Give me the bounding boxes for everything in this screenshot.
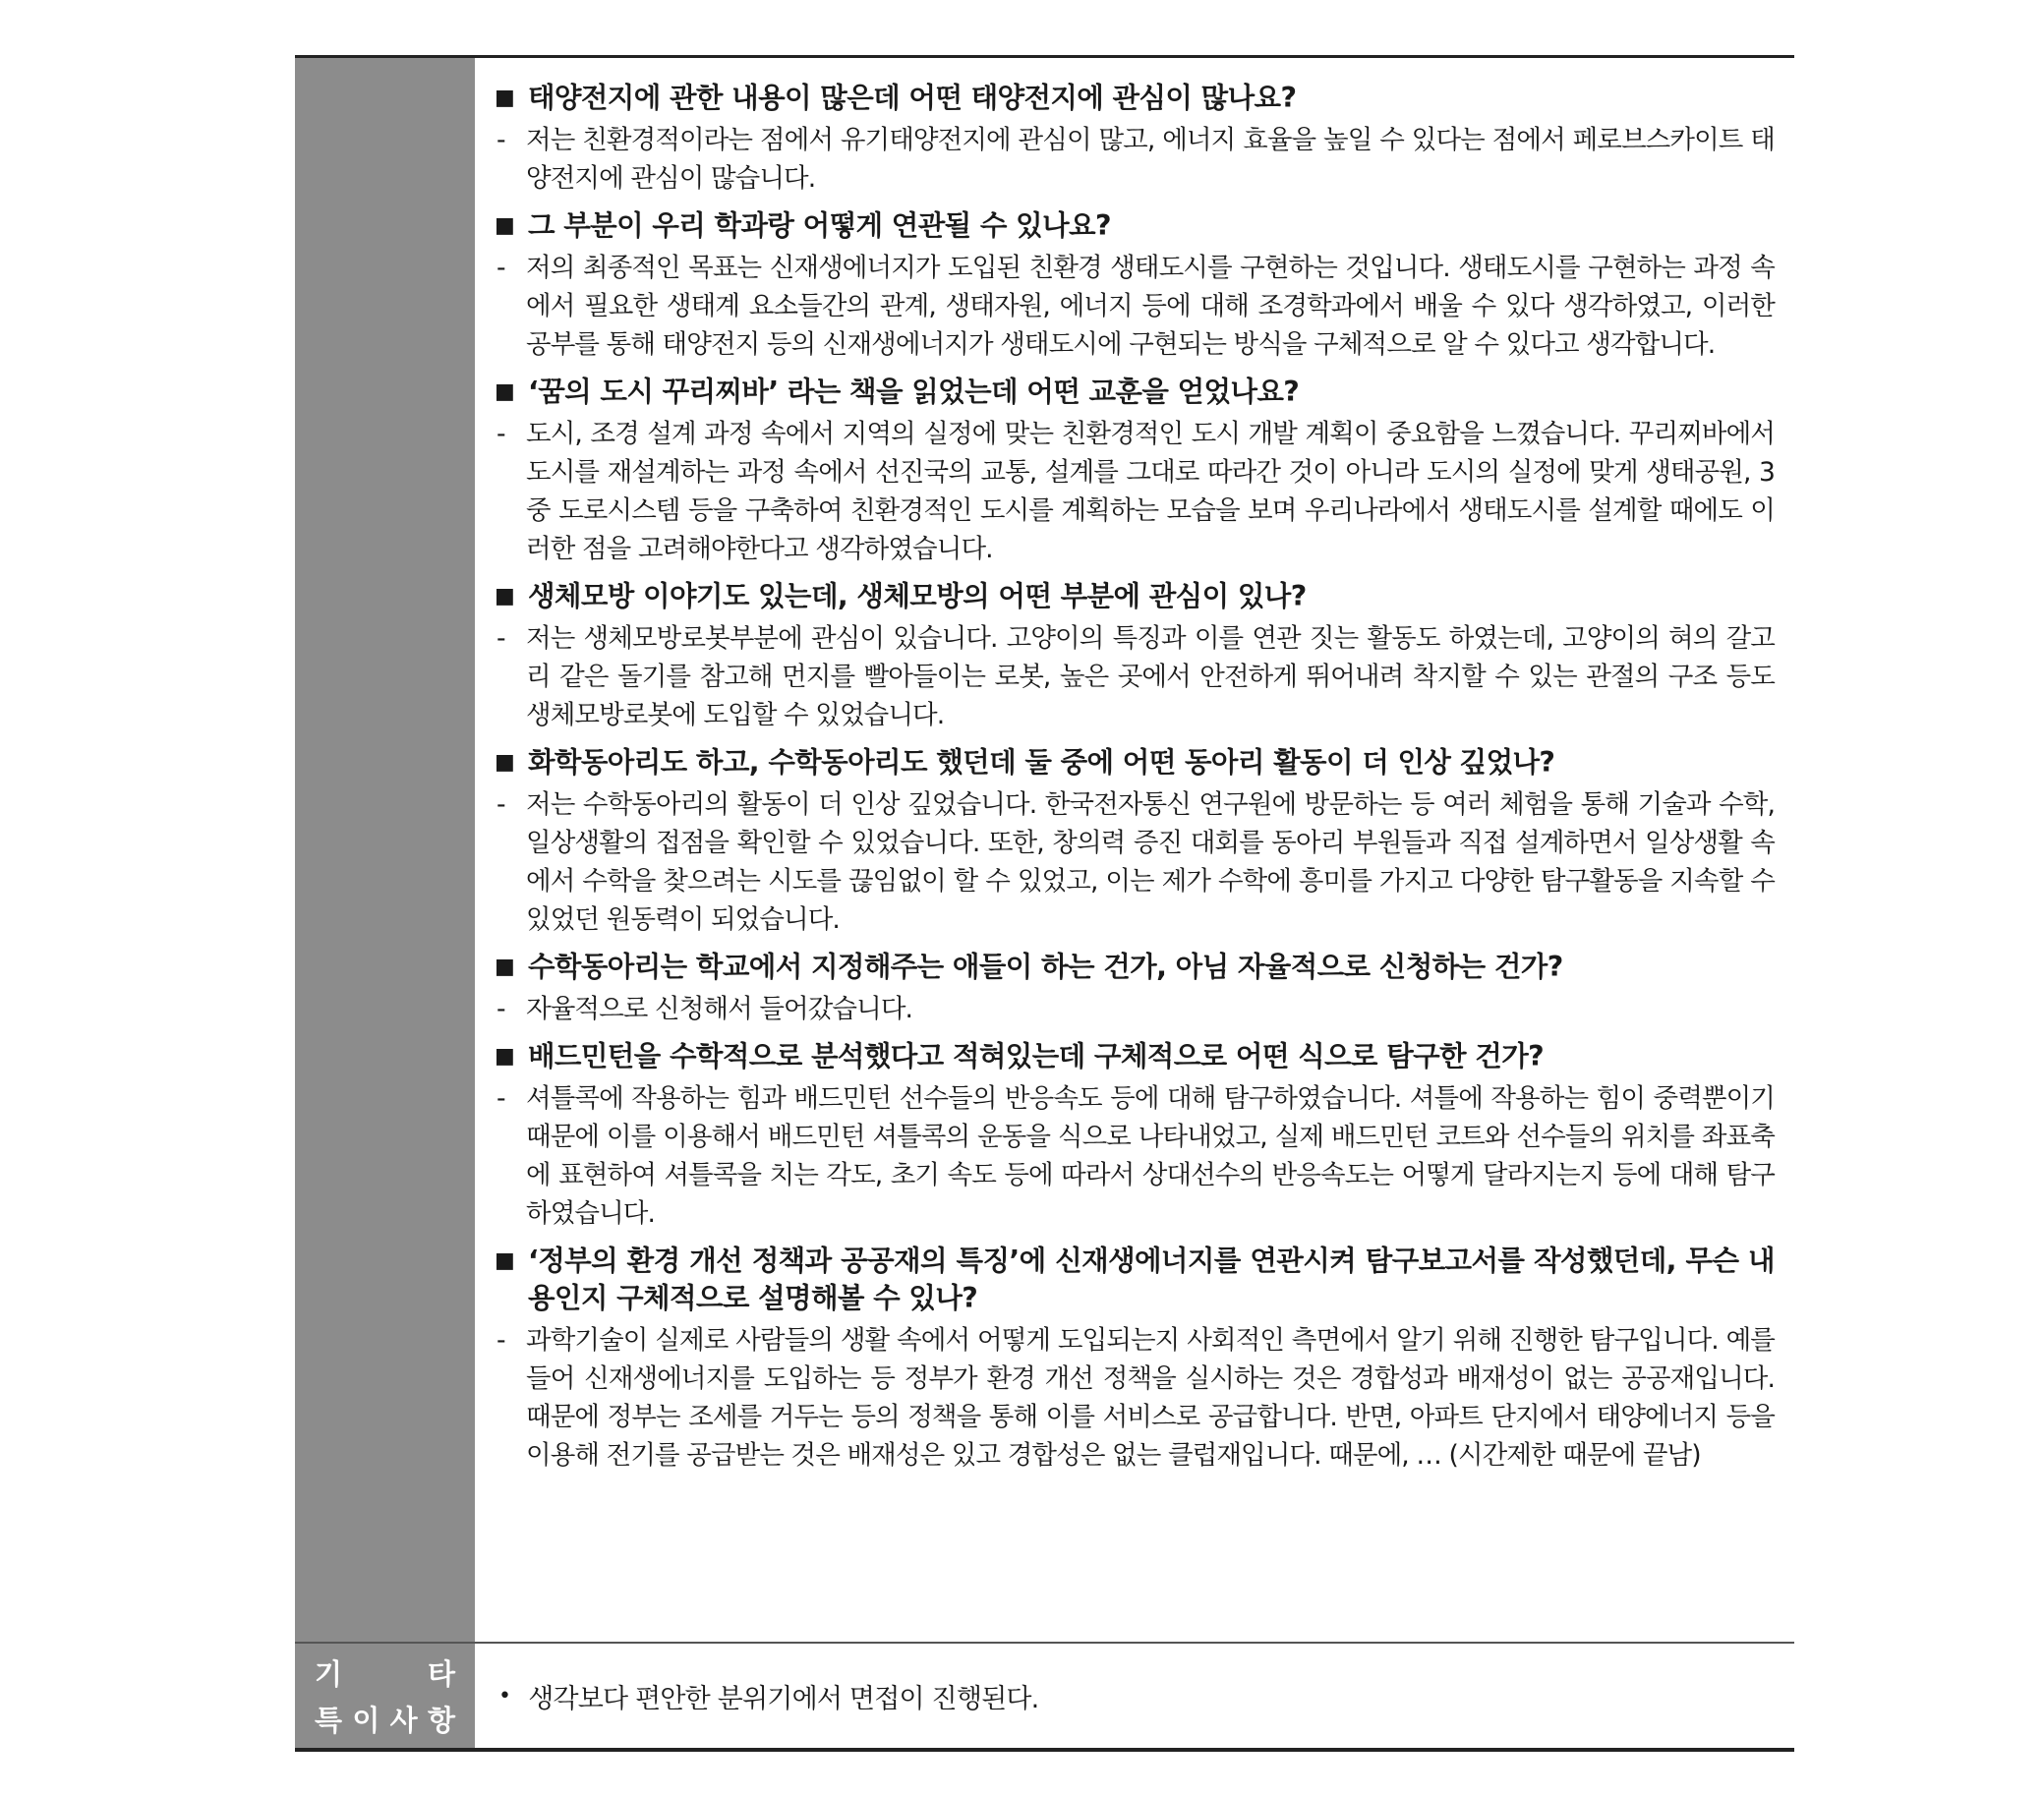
answer-text: 저는 수학동아리의 활동이 더 인상 깊었습니다. 한국전자통신 연구원에 방문하는 등 여러 체험을 통해 기술과 수학, 일상생활의 접점을 확인할 수 있었습니다. 또한, 창의력 증진 대회를 동아리 부원들과 직접 설계하면서 일상생활 속에서 수학을 찾으려는 시도를 끊임없이 할 수 있었고, 이는 제가 수학에 흥미를 가지고 다양한 탐구활동을 지속할 수 있었던 원동력이 되었습니다. (526, 789, 1775, 935)
etc-label-char: 항 (427, 1704, 455, 1737)
dash-marker: - (496, 1325, 505, 1356)
question (495, 80, 1775, 117)
answer (495, 1079, 1775, 1233)
question (495, 744, 1775, 782)
question (495, 949, 1775, 986)
qa-item (495, 1038, 1775, 1233)
question (495, 207, 1775, 245)
etc-label (295, 1644, 475, 1748)
square-bullet-icon: ■ (495, 955, 515, 979)
dash-marker: - (496, 994, 505, 1024)
dash-marker: - (496, 1083, 505, 1114)
dash-marker: - (496, 125, 505, 155)
qa-item (495, 80, 1775, 198)
etc-label-char: 이 (352, 1704, 380, 1737)
answer (495, 619, 1775, 734)
etc-label-line1 (315, 1652, 455, 1693)
etc-row (295, 1644, 1794, 1748)
qa-item (495, 374, 1775, 568)
answer (495, 990, 1775, 1028)
interview-table (295, 55, 1794, 1752)
etc-label-char: 타 (427, 1657, 455, 1691)
answer (495, 785, 1775, 939)
dash-marker: - (496, 789, 505, 820)
question (495, 1038, 1775, 1075)
dash-marker: - (496, 623, 505, 654)
etc-text: 생각보다 편안한 분위기에서 면접이 진행된다. (528, 1683, 1039, 1714)
answer-text: 저는 생체모방로봇부분에 관심이 있습니다. 고양이의 특징과 이를 연관 짓는 활동도 하였는데, 고양이의 혀의 갈고리 같은 돌기를 참고해 먼지를 빨아들이는 로봇, 높은 곳에서 안전하게 뛰어내려 착지할 수 있는 관절의 구조 등도 생체모방로봇에 도입할 수 있었습니다. (526, 623, 1775, 730)
answer-text: 과학기술이 실제로 사람들의 생활 속에서 어떻게 도입되는지 사회적인 측면에서 알기 위해 진행한 탐구입니다. 예를 들어 신재생에너지를 도입하는 등 정부가 환경 개선 정책을 실시하는 것은 경합성과 배재성이 없는 공공재입니다. 때문에 정부는 조세를 거두는 등의 정책을 통해 이를 서비스로 공급합니다. 반면, 아파트 단지에서 태양에너지 등을 이용해 전기를 공급받는 것은 배재성은 있고 경합성은 없는 클럽재입니다. 때문에, … (시간제한 때문에 끝남) (526, 1325, 1775, 1471)
question (495, 374, 1775, 411)
square-bullet-icon: ■ (495, 1044, 515, 1069)
question (495, 578, 1775, 615)
question-text: ‘꿈의 도시 꾸리찌바’ 라는 책을 읽었는데 어떤 교훈을 얻었나요? (528, 376, 1300, 408)
etc-label-line2 (315, 1699, 455, 1739)
dash-marker: - (496, 253, 505, 283)
question-text: 화학동아리도 하고, 수학동아리도 했던데 둘 중에 어떤 동아리 활동이 더 인상 깊었나? (528, 746, 1555, 779)
answer-text: 자율적으로 신청해서 들어갔습니다. (526, 994, 913, 1024)
etc-label-char: 사 (389, 1704, 418, 1737)
square-bullet-icon: ■ (495, 379, 515, 404)
square-bullet-icon: ■ (495, 750, 515, 775)
qa-item (495, 1243, 1775, 1475)
answer (495, 121, 1775, 198)
qa-item (495, 744, 1775, 939)
question-text: 그 부분이 우리 학과랑 어떻게 연관될 수 있나요? (528, 209, 1111, 242)
answer-text: 저의 최종적인 목표는 신재생에너지가 도입된 친환경 생태도시를 구현하는 것입니다. 생태도시를 구현하는 과정 속에서 필요한 생태계 요소들간의 관계, 생태자원, 에너지 등에 대해 조경학과에서 배울 수 있다 생각하였고, 이러한 공부를 통해 태양전지 등의 신재생에너지가 생태도시에 구현되는 방식을 구체적으로 알 수 있다고 생각합니다. (526, 253, 1775, 360)
answer-text: 저는 친환경적이라는 점에서 유기태양전지에 관심이 많고, 에너지 효율을 높일 수 있다는 점에서 페로브스카이트 태양전지에 관심이 많습니다. (526, 125, 1775, 194)
dash-marker: - (496, 419, 505, 449)
qa-list (475, 58, 1794, 1642)
answer (495, 1321, 1775, 1475)
answer-text: 셔틀콕에 작용하는 힘과 배드민턴 선수들의 반응속도 등에 대해 탐구하였습니다. 셔틀에 작용하는 힘이 중력뿐이기 때문에 이를 이용해서 배드민턴 셔틀콕의 운동을 식으로 나타내었고, 실제 배드민턴 코트와 선수들의 위치를 좌표축에 표현하여 셔틀콕을 치는 각도, 초기 속도 등에 따라서 상대선수의 반응속도는 어떻게 달라지는지 등에 대해 탐구하였습니다. (526, 1083, 1775, 1229)
question-text: 생체모방 이야기도 있는데, 생체모방의 어떤 부분에 관심이 있나? (528, 580, 1307, 612)
qa-item (495, 207, 1775, 364)
square-bullet-icon: ■ (495, 86, 515, 110)
qa-item (495, 949, 1775, 1028)
interview-qa-row (295, 58, 1794, 1644)
qa-item (495, 578, 1775, 734)
square-bullet-icon: ■ (495, 213, 515, 238)
question-text: 수학동아리는 학교에서 지정해주는 애들이 하는 건가, 아님 자율적으로 신청하는 건가? (528, 951, 1563, 983)
square-bullet-icon: ■ (495, 584, 515, 608)
answer (495, 249, 1775, 364)
answer-text: 도시, 조경 설계 과정 속에서 지역의 실정에 맞는 친환경적인 도시 개발 계획이 중요함을 느꼈습니다. 꾸리찌바에서 도시를 재설계하는 과정 속에서 선진국의 교통, 설계를 그대로 따라간 것이 아니라 도시의 실정에 맞게 생태공원, 3중 도로시스템 등을 구축하여 친환경적인 도시를 계획하는 모습을 보며 우리나라에서 생태도시를 설계할 때에도 이러한 점을 고려해야한다고 생각하였습니다. (526, 419, 1775, 564)
etc-label-char: 특 (315, 1704, 343, 1737)
bullet-icon: • (498, 1683, 511, 1709)
square-bullet-icon: ■ (495, 1248, 515, 1273)
question-text: 태양전지에 관한 내용이 많은데 어떤 태양전지에 관심이 많나요? (528, 82, 1297, 114)
question-text: ‘정부의 환경 개선 정책과 공공재의 특징’에 신재생에너지를 연관시켜 탐구보고서를 작성했던데, 무슨 내용인지 구체적으로 설명해볼 수 있나? (528, 1245, 1775, 1314)
etc-label-char: 기 (315, 1657, 343, 1691)
question (495, 1243, 1775, 1317)
etc-content (475, 1644, 1794, 1748)
answer (495, 415, 1775, 568)
row-label-empty (295, 58, 475, 1642)
question-text: 배드민턴을 수학적으로 분석했다고 적혀있는데 구체적으로 어떤 식으로 탐구한 건가? (528, 1040, 1545, 1072)
